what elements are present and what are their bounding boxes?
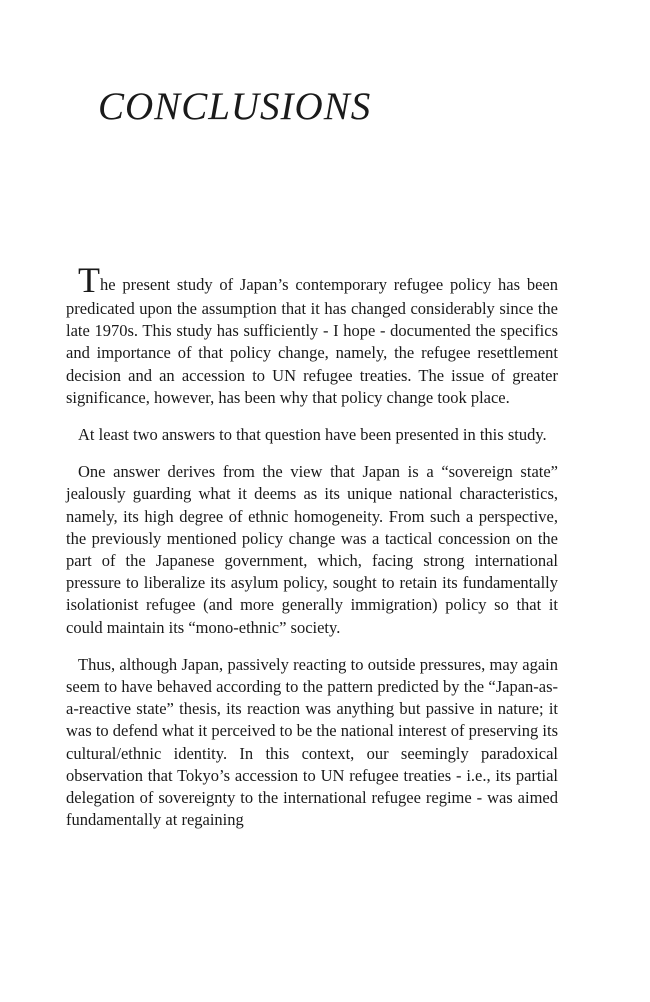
chapter-title: CONCLUSIONS — [98, 85, 372, 128]
paragraph-1 — [66, 262, 558, 409]
paragraph-1-text: he present study of Japan’s contemporary refugee policy has been predicated upon the assumption that it has changed considerably since the late 1970s. This study has sufficiently - I hope - documented the specifics and importance of that policy change, namely, the refugee resettlement decision and an accession to UN refugee treaties. The issue of greater significance, however, has been why that policy change took place. — [66, 275, 558, 407]
paragraph-2: At least two answers to that question have been presented in this study. — [78, 425, 547, 445]
chapter-body — [66, 262, 558, 846]
drop-cap: T — [78, 260, 100, 300]
paragraph-3: One answer derives from the view that Japan is a “sovereign state” jealously guarding what it deems as its unique national characteristics, namely, its high degree of ethnic homogeneity. From such a perspective, the previously mentioned policy change was a tactical concession on the part of the Japanese government, which, facing strong international pressure to liberalize its asylum policy, sought to retain its fundamentally isolationist refugee (and more generally immigration) policy so that it could maintain its “mono-ethnic” society. — [66, 462, 558, 637]
paragraph-4: Thus, although Japan, passively reacting to outside pressures, may again seem to have behaved according to the pattern predicted by the “Japan-as-a-reactive state” thesis, its reaction was anything but passive in nature; it was to defend what it perceived to be the national interest of preserving its cultural/ethnic identity. In this context, our seemingly paradoxical observation that Tokyo’s accession to UN refugee treaties - i.e., its partial delegation of sovereignty to the international refugee regime - was aimed fundamentally at regaining — [66, 654, 558, 830]
